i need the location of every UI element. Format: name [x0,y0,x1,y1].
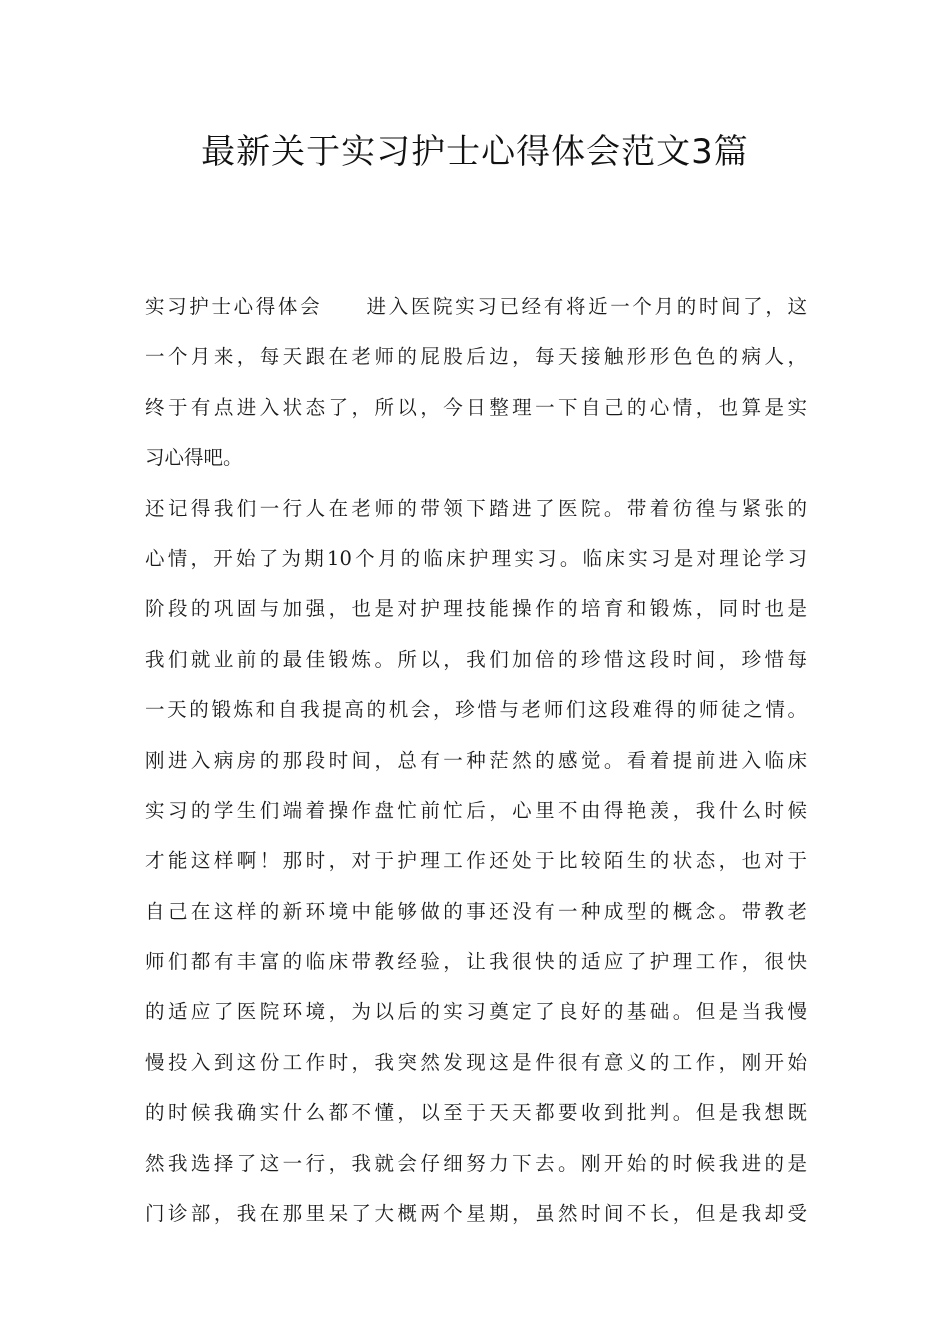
body-line: 阶段的巩固与加强，也是对护理技能操作的培育和锻炼，同时也是 [145,597,807,621]
body-line: 才能这样啊！那时，对于护理工作还处于比较陌生的状态，也对于 [145,849,807,873]
body-line: 一个月来，每天跟在老师的屁股后边，每天接触形形色色的病人， [145,345,807,369]
body-line: 的时候我确实什么都不懂，以至于天天都要收到批判。但是我想既 [145,1101,807,1125]
body-line: 然我选择了这一行，我就会仔细努力下去。刚开始的时候我进的是 [145,1151,807,1175]
body-line: 一天的锻炼和自我提高的机会，珍惜与老师们这段难得的师徒之情。 [145,698,807,722]
body-line: 师们都有丰富的临床带教经验，让我很快的适应了护理工作，很快 [145,950,807,974]
body-line: 我们就业前的最佳锻炼。所以，我们加倍的珍惜这段时间，珍惜每 [145,647,807,671]
body-line: 自己在这样的新环境中能够做的事还没有一种成型的概念。带教老 [145,899,807,923]
document-body [145,282,807,1239]
body-line: 心情，开始了为期10个月的临床护理实习。临床实习是对理论学习 [145,546,807,570]
body-line: 还记得我们一行人在老师的带领下踏进了医院。带着彷徨与紧张的 [145,496,807,520]
body-line: 门诊部，我在那里呆了大概两个星期，虽然时间不长，但是我却受 [145,1202,807,1226]
body-line: 实习护士心得体会 进入医院实习已经有将近一个月的时间了，这 [145,295,807,318]
body-line: 慢投入到这份工作时，我突然发现这是件很有意义的工作，刚开始 [145,1050,807,1074]
body-line: 的适应了医院环境，为以后的实习奠定了良好的基础。但是当我慢 [145,1000,807,1024]
body-line: 习心得吧。 [145,446,243,470]
body-line: 终于有点进入状态了，所以，今日整理一下自己的心情，也算是实 [145,395,807,419]
body-line: 实习的学生们端着操作盘忙前忙后，心里不由得艳羡，我什么时候 [145,798,807,822]
body-line: 刚进入病房的那段时间，总有一种茫然的感觉。看着提前进入临床 [145,748,807,772]
document-title: 最新关于实习护士心得体会范文3篇 [201,132,749,172]
